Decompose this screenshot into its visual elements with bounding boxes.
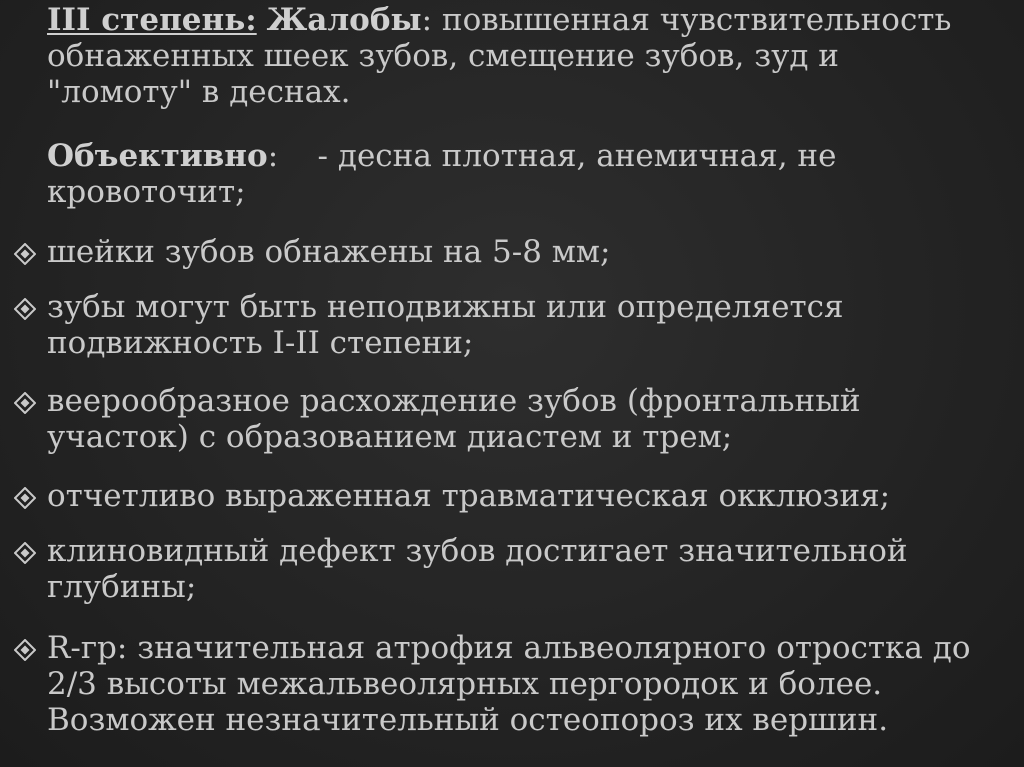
list-item-text [47,383,861,455]
complaints-heading: Жалобы [266,2,422,38]
list-item-line: подвижность I-II степени; [47,325,474,361]
complaints-paragraph [47,2,997,110]
list-item-line: отчетливо выраженная травматическая окклюзия; [47,478,891,514]
list-item-line: шейки зубов обнажены на 5-8 мм; [47,234,611,270]
list-item-line: Возможен незначительный остеопороз их вершин. [47,702,889,738]
diamond-bullet-icon [14,639,36,661]
objective-paragraph [47,138,997,210]
complaints-text-1: : повышенная чувствительность [421,2,952,38]
diamond-bullet-icon [14,542,36,564]
complaints-line-2: обнаженных шеек зубов, смещение зубов, зуд и [47,38,839,74]
diamond-bullet-icon [14,243,36,265]
diamond-bullet-icon [14,487,36,509]
diamond-bullet-icon [14,298,36,320]
objective-line-1 [47,138,997,174]
degree-heading: III степень: [47,2,257,38]
diamond-bullet-icon [14,392,36,414]
list-item-text [47,478,890,514]
list-item-line: глубины; [47,569,197,605]
list-item-text [47,533,908,605]
list-item-line: клиновидный дефект зубов достигает значительной [47,533,908,569]
complaints-line-3: "ломоту" в деснах. [47,74,351,110]
list-item-line: зубы могут быть неподвижны или определяется [47,289,844,325]
list-item-text [47,289,844,361]
list-item-text [47,234,610,270]
list-item-line: R-гр: значительная атрофия альвеолярного отростка до [47,630,971,666]
objective-heading: Объективно [47,138,268,174]
objective-line-2: кровоточит; [47,174,246,210]
objective-text-1: : - десна плотная, анемичная, не [267,138,837,174]
list-item-line: 2/3 высоты межальвеолярных пергородок и более. [47,666,883,702]
list-item-line: веерообразное расхождение зубов (фронтальный [47,383,861,419]
list-item-text [47,630,971,738]
list-item-line: участок) с образованием диастем и трем; [47,419,733,455]
complaints-line-1 [47,2,997,38]
